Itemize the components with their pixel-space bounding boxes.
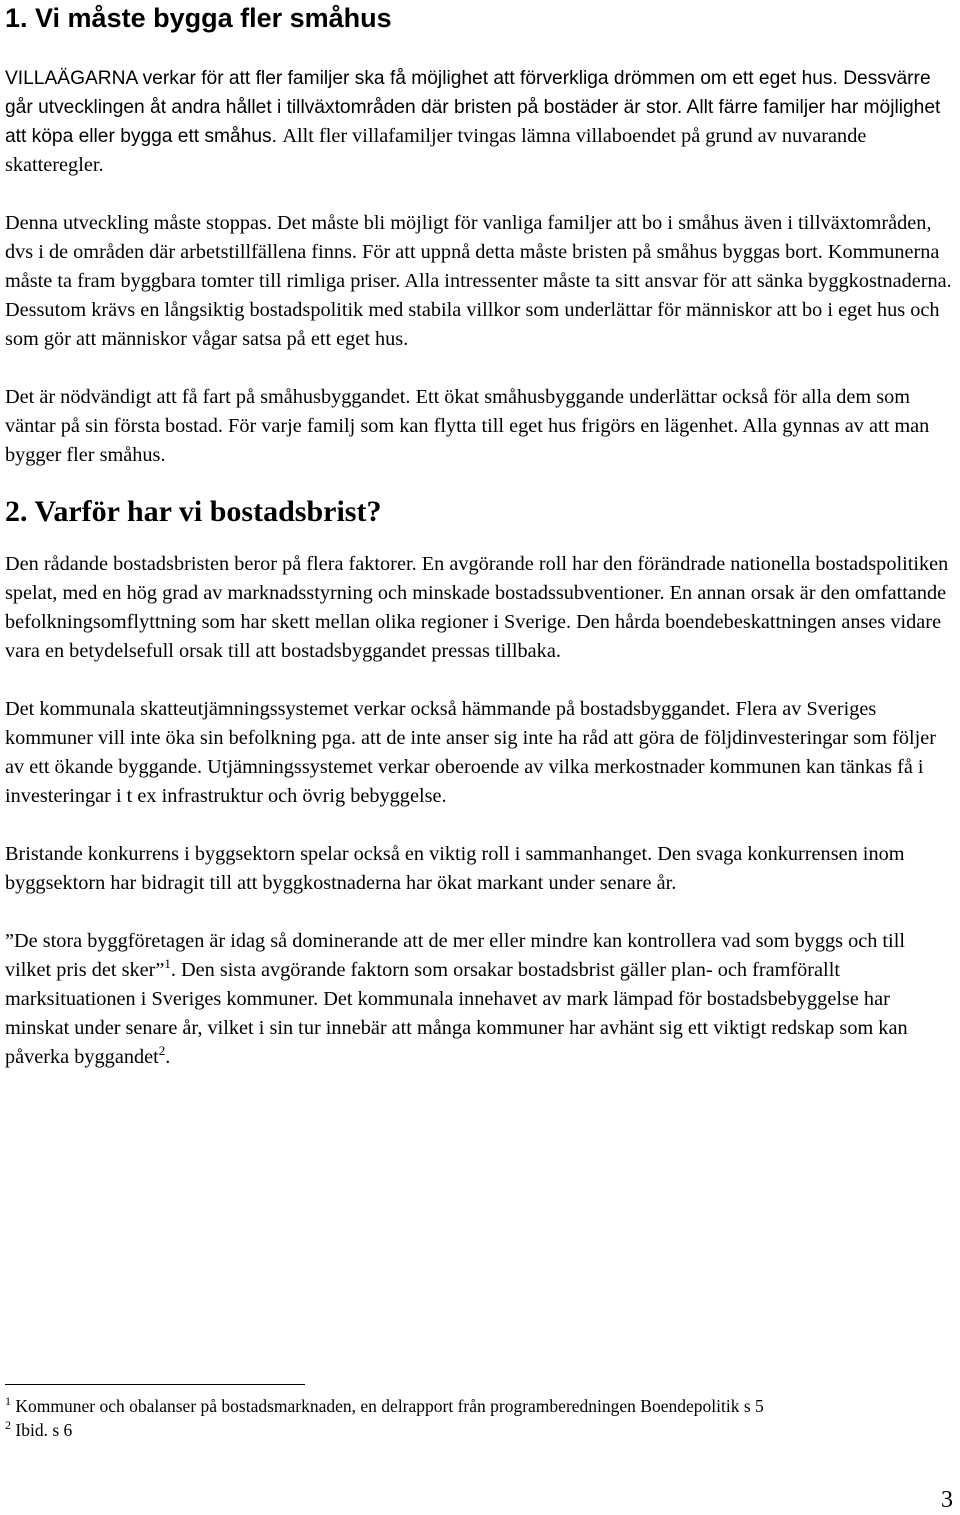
section-2-paragraph-4-body: . Den sista avgörande faktorn som orsakar bostadsbrist gäller plan- och framförallt marksituationen i Sveriges kommuner. Det kommunala innehavet av mark lämpad för bostadsbebyggelse har minskat under senare år, vilket i sin tur innebär att många kommuner har avhänt sig ett viktigt redskap som kan påverka byggandet [5,959,908,1068]
section-1-paragraph-1-tail: Allt fler villafamiljer tvingas lämna villaboendet på grund av nuvarande skatteregler. [5,125,867,176]
quote-text: ”De stora byggföretagen är idag så dominerande att de mer eller mindre kan kontrollera vad som byggs och till vilket pris det sker” [5,930,905,981]
section-2-paragraph-3: Bristande konkurrens i byggsektorn spelar också en viktig roll i sammanhanget. Den svaga konkurrensen inom byggsektorn har bidragit till att byggkostnaderna har ökat markant under senare år. [5,843,905,894]
section-2-paragraph-2: Det kommunala skatteutjämningssystemet verkar också hämmande på bostadsbyggandet. Flera av Sveriges kommuner vill inte öka sin befolkning pga. att de inte anser sig inte ha råd att göra de följdinvesteringar som följer av ett ökande byggande. Utjämningssystemet verkar oberoende av vilka merkostnader kommunen kan tänkas få i investeringar i t ex infrastruktur och övrig bebyggelse. [5,698,936,807]
footnote-2 [5,1418,955,1442]
section-1-paragraph-2: Denna utveckling måste stoppas. Det måste bli möjligt för vanliga familjer att bo i småhus även i tillväxtområden, dvs i de områden där arbetstillfällena finns. För att uppnå detta måste bristen på småhus byggas bort. Kommunerna måste ta fram byggbara tomter till rimliga priser. Alla intressenter måste ta sitt ansvar för att sänka byggkostnaderna. Dessutom krävs en långsiktig bostadspolitik med stabila villkor som underlättar för människor att bo i eget hus och som gör att människor vågar satsa på ett eget hus. [5,212,952,350]
section-1-paragraph-1 [5,64,955,180]
footnote-divider [5,1384,305,1385]
section-2-paragraph-1: Den rådande bostadsbristen beror på flera faktorer. En avgörande roll har den förändrade nationella bostadspolitiken spelat, med en hög grad av marknadsstyrning och minskade bostadssubventioner. En annan orsak är den omfattande befolkningsomflyttning som har skett mellan olika regioner i Sverige. Den hårda boendebeskattningen anses vidare vara en betydelsefull orsak till att bostadsbyggandet pressas tillbaka. [5,553,949,662]
footnote-2-number: 2 [5,1418,11,1433]
section-1-paragraph-3: Det är nödvändigt att få fart på småhusbyggandet. Ett ökat småhusbyggande underlättar också för alla dem som väntar på sin första bostad. För varje familj som kan flytta till eget hus frigörs en lägenhet. Alla gynnas av att man bygger fler småhus. [5,386,930,466]
section-2-paragraph-4-end: . [165,1046,171,1068]
footnotes [5,1394,955,1442]
section-1-heading: 1. Vi måste bygga fler småhus [5,3,392,33]
footnote-2-text: Ibid. s 6 [15,1420,73,1440]
footnote-1-text: Kommuner och obalanser på bostadsmarknaden, en delrapport från programberedningen Boendepolitik s 5 [15,1396,764,1416]
page-number: 3 [941,1487,953,1513]
section-2-heading: 2. Varför har vi bostadsbrist? [5,495,382,528]
document-page [5,0,955,1440]
footnote-1-number: 1 [5,1394,11,1409]
section-1-paragraph-1-lead: VILLAÄGARNA verkar för att fler familjer ska få möjlighet att förverkliga drömmen om ett eget hus. Dessvärre går utvecklingen åt andra hållet i tillväxtområden där bristen på bostäder är stor. Allt färre familjer har möjlighet att köpa eller bygga ett småhus. [5,68,941,147]
footnote-ref-2[interactable]: 2 [158,1043,166,1059]
section-2-paragraph-4 [5,927,955,1072]
footnote-1 [5,1394,955,1418]
footnote-ref-1[interactable]: 1 [164,956,171,972]
